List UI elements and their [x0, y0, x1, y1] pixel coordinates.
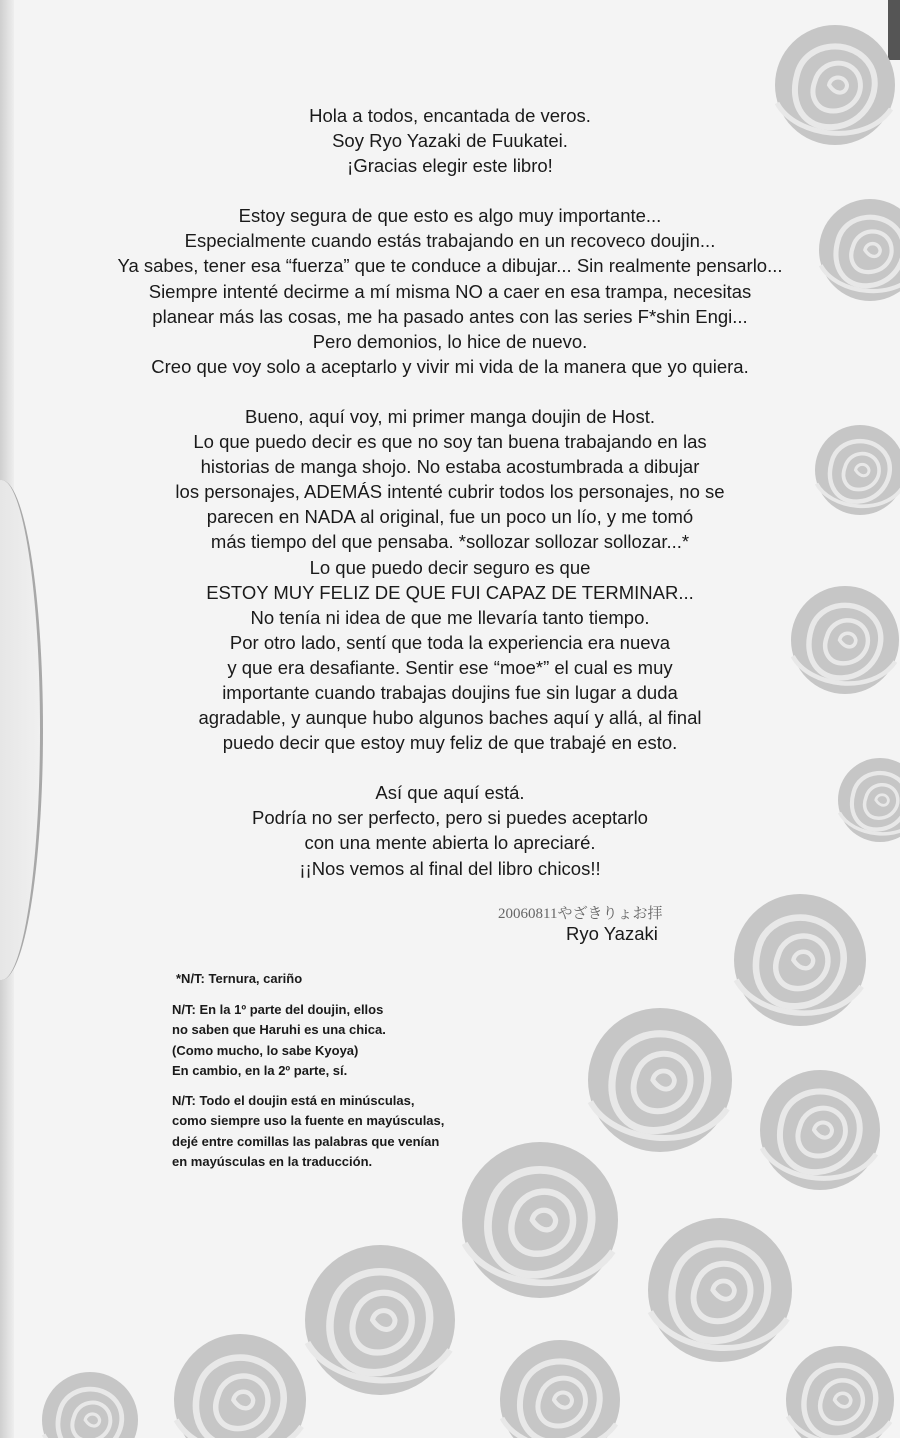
letter-line: los personajes, ADEMÁS intenté cubrir todos los personajes, no se: [175, 481, 725, 503]
letter-line: ESTOY MUY FELIZ DE QUE FUI CAPAZ DE TERMINAR...: [206, 581, 694, 603]
note-line: no saben que Haruhi es una chica.: [172, 1022, 386, 1037]
letter-line: Ya sabes, tener esa “fuerza” que te conduce a dibujar... Sin realmente pensarlo...: [117, 255, 783, 277]
letter-line: Especialmente cuando estás trabajando en un recoveco doujin...: [184, 230, 716, 252]
rose-shape: [760, 1070, 880, 1190]
letter-line: con una mente abierta lo apreciaré.: [304, 832, 596, 854]
letter-paragraph-first-host-manga: [40, 404, 860, 755]
letter-line: Siempre intenté decirme a mí misma NO a caer en esa trampa, necesitas: [148, 280, 752, 302]
letter-line: puedo decir que estoy muy feliz de que trabajé en esto.: [222, 732, 678, 754]
letter-line: Así que aquí está.: [375, 782, 525, 804]
note-line: En cambio, en la 2º parte, sí.: [172, 1063, 348, 1078]
letter-line: Pero demonios, lo hice de nuevo.: [312, 330, 588, 352]
translator-note-haruhi: [172, 1000, 512, 1082]
letter-line: Estoy segura de que esto es algo muy importante...: [238, 205, 662, 227]
letter-line: Bueno, aquí voy, mi primer manga doujin de Host.: [245, 405, 655, 427]
letter-line: Lo que puedo decir es que no soy tan buena trabajando en las: [193, 431, 707, 453]
note-line: como siempre uso la fuente en mayúsculas,: [172, 1113, 445, 1128]
letter-paragraph-closing: [40, 780, 860, 880]
letter-line: importante cuando trabajas doujins fue sin lugar a duda: [222, 681, 678, 703]
signature-name: Ryo Yazaki: [566, 923, 658, 944]
signature-date-line: 20060811やざきりょお拝: [498, 906, 663, 922]
rose-shape: [648, 1218, 792, 1362]
letter-paragraph-greeting: [40, 103, 860, 178]
note-line: *N/T: Ternura, cariño: [176, 971, 303, 986]
letter-line: Hola a todos, encantada de veros.: [309, 105, 591, 126]
letter-line: historias de manga shojo. No estaba acostumbrada a dibujar: [200, 456, 700, 478]
rose-shape: [786, 1346, 894, 1438]
rose-shape: [588, 1008, 732, 1152]
note-line: (Como mucho, lo sabe Kyoya): [172, 1042, 359, 1058]
letter-line: y que era desafiante. Sentir ese “moe*” el cual es muy: [227, 656, 673, 678]
letter-line: No tenía ni idea de que me llevaría tanto tiempo.: [250, 606, 650, 628]
note-line: N/T: Todo el doujin está en minúsculas,: [172, 1092, 415, 1108]
letter-line: parecen en NADA al original, fue un poco un lío, y me tomó: [206, 506, 694, 528]
note-line: N/T: En la 1º parte del doujin, ellos: [172, 1001, 384, 1017]
rose-shape: [174, 1334, 306, 1438]
letter-line: agradable, y aunque hubo algunos baches aquí y allá, al final: [198, 707, 702, 729]
rose-shape: [305, 1245, 455, 1395]
afterword-letter: [40, 103, 860, 906]
translator-note-moe: [176, 969, 512, 990]
letter-line: Por otro lado, sentí que toda la experiencia era nueva: [229, 631, 671, 653]
translator-note-capitals: [172, 1091, 512, 1173]
note-line: dejé entre comillas las palabras que venían: [172, 1133, 440, 1149]
letter-line: ¡¡Nos vemos al final del libro chicos!!: [299, 857, 601, 879]
note-line: en mayúsculas en la traducción.: [172, 1154, 373, 1169]
letter-line: Lo que puedo decir seguro es que: [309, 556, 591, 578]
letter-line: ¡Gracias elegir este libro!: [347, 155, 553, 177]
letter-line: más tiempo del que pensaba. *sollozar sollozar sollozar...*: [210, 531, 690, 553]
letter-line: planear más las cosas, me ha pasado antes con las series F*shin Engi...: [152, 305, 748, 327]
letter-paragraph-doujin-force: [40, 203, 860, 379]
rose-shape: [500, 1340, 620, 1438]
translator-notes: [172, 969, 512, 1182]
letter-line: Creo que voy solo a aceptarlo y vivir mi vida de la manera que yo quiera.: [151, 355, 749, 377]
letter-line: Soy Ryo Yazaki de Fuukatei.: [332, 130, 568, 152]
rose-shape: [734, 894, 866, 1026]
rose-shape: [42, 1372, 138, 1438]
letter-line: Podría no ser perfecto, pero si puedes aceptarlo: [252, 807, 648, 829]
